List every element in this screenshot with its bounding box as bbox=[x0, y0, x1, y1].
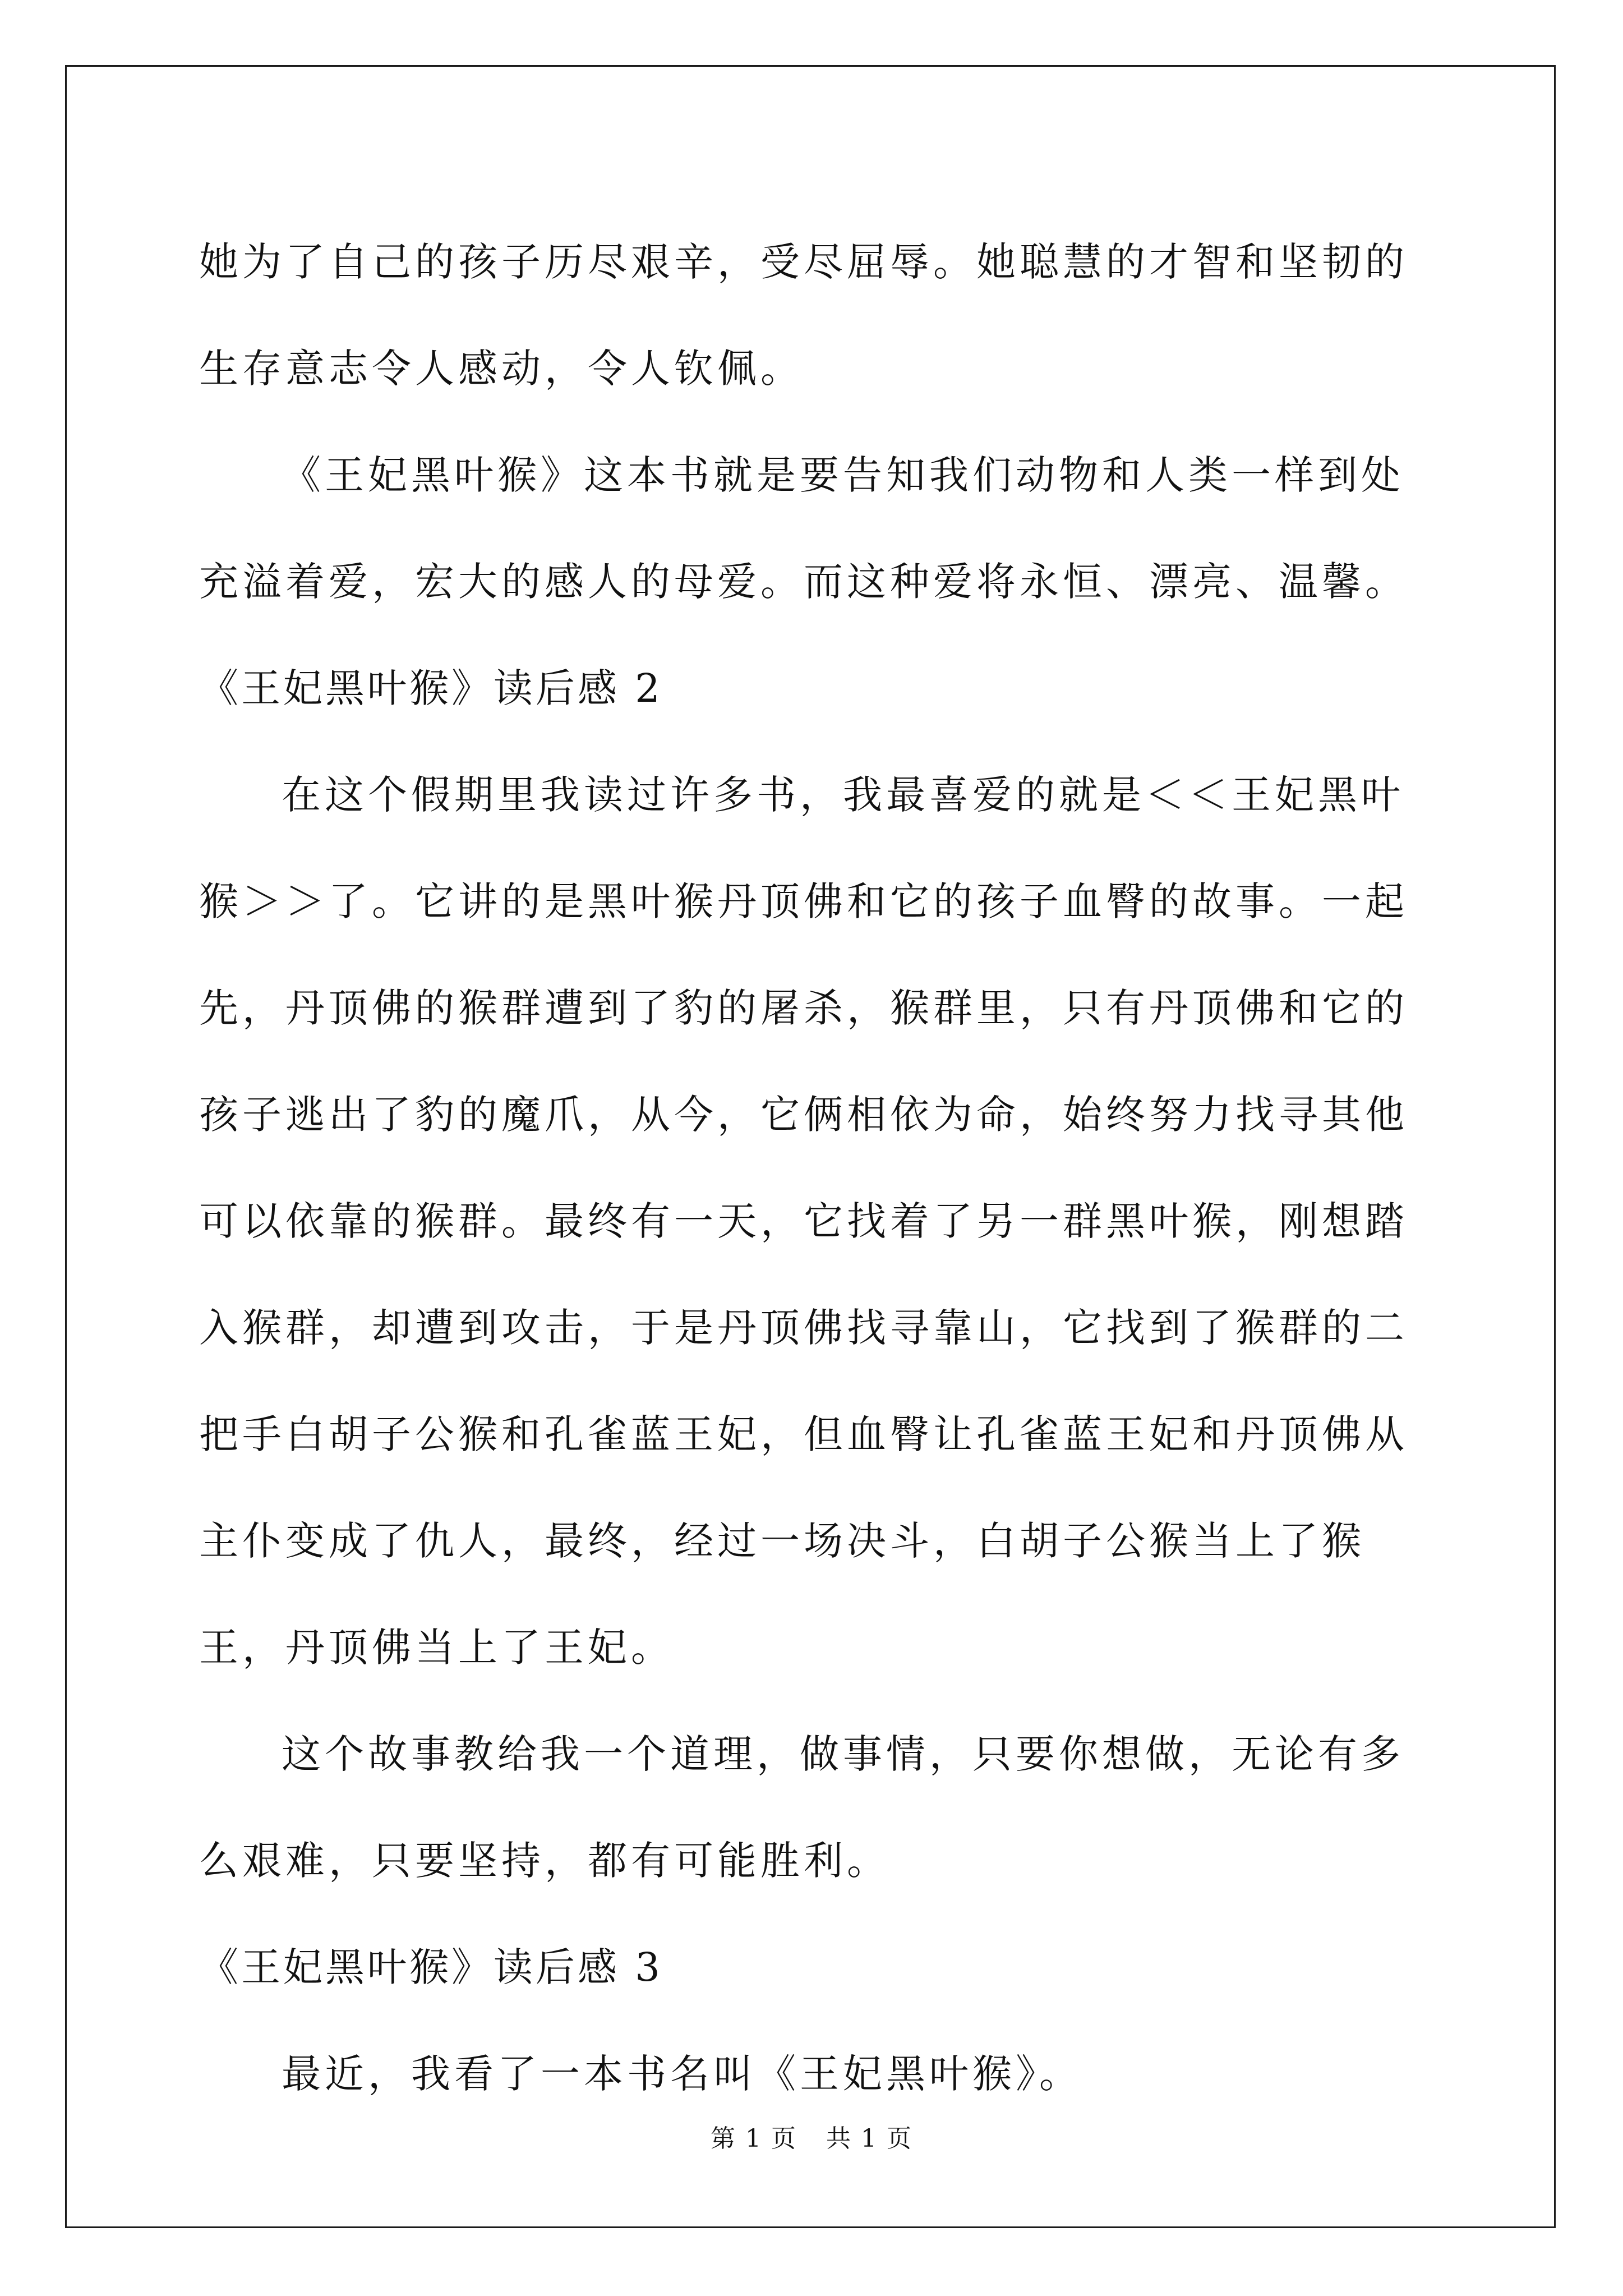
document-body bbox=[199, 209, 1433, 2127]
paragraph: 她为了自己的孩子历尽艰辛，受尽屈辱。她聪慧的才智和坚韧的生存意志令人感动，令人钦佩。 bbox=[199, 239, 1408, 392]
paragraph: 这个故事教给我一个道理，做事情，只要你想做，无论有多么艰难，只要坚持，都有可能胜利。 bbox=[199, 1731, 1404, 1884]
page-number: 第 1 页 bbox=[711, 2124, 797, 2153]
page-total: 共 1 页 bbox=[826, 2124, 912, 2153]
section-heading: 《王妃黑叶猴》读后感 3 bbox=[199, 1944, 663, 1990]
paragraph: 在这个假期里我读过许多书，我最喜爱的就是＜＜王妃黑叶猴＞＞了。它讲的是黑叶猴丹顶佛和它的孩子血臀的故事。一起先，丹顶佛的猴群遭到了豹的屠杀，猴群里，只有丹顶佛和它的孩子逃出了豹的魔爪，从今，它俩相依为命，始终努力找寻其他可以依靠的猴群。最终有一天，它找着了另一群黑叶猴，刚想踏入猴群，却遭到攻击，于是丹顶佛找寻靠山，它找到了猴群的二把手白胡子公猴和孔雀蓝王妃，但血臀让孔雀蓝王妃和丹顶佛从主仆变成了仇人，最终，经过一场决斗，白胡子公猴当上了猴王，丹顶佛当上了王妃。 bbox=[199, 772, 1408, 1671]
section-heading: 《王妃黑叶猴》读后感 2 bbox=[199, 665, 663, 711]
paragraph: 《王妃黑叶猴》这本书就是要告知我们动物和人类一样到处充溢着爱，宏大的感人的母爱。而这种爱将永恒、漂亮、温馨。 bbox=[199, 452, 1408, 605]
page-footer bbox=[0, 2118, 1623, 2154]
paragraph: 最近，我看了一本书名叫《王妃黑叶猴》。 bbox=[282, 2051, 1082, 2097]
